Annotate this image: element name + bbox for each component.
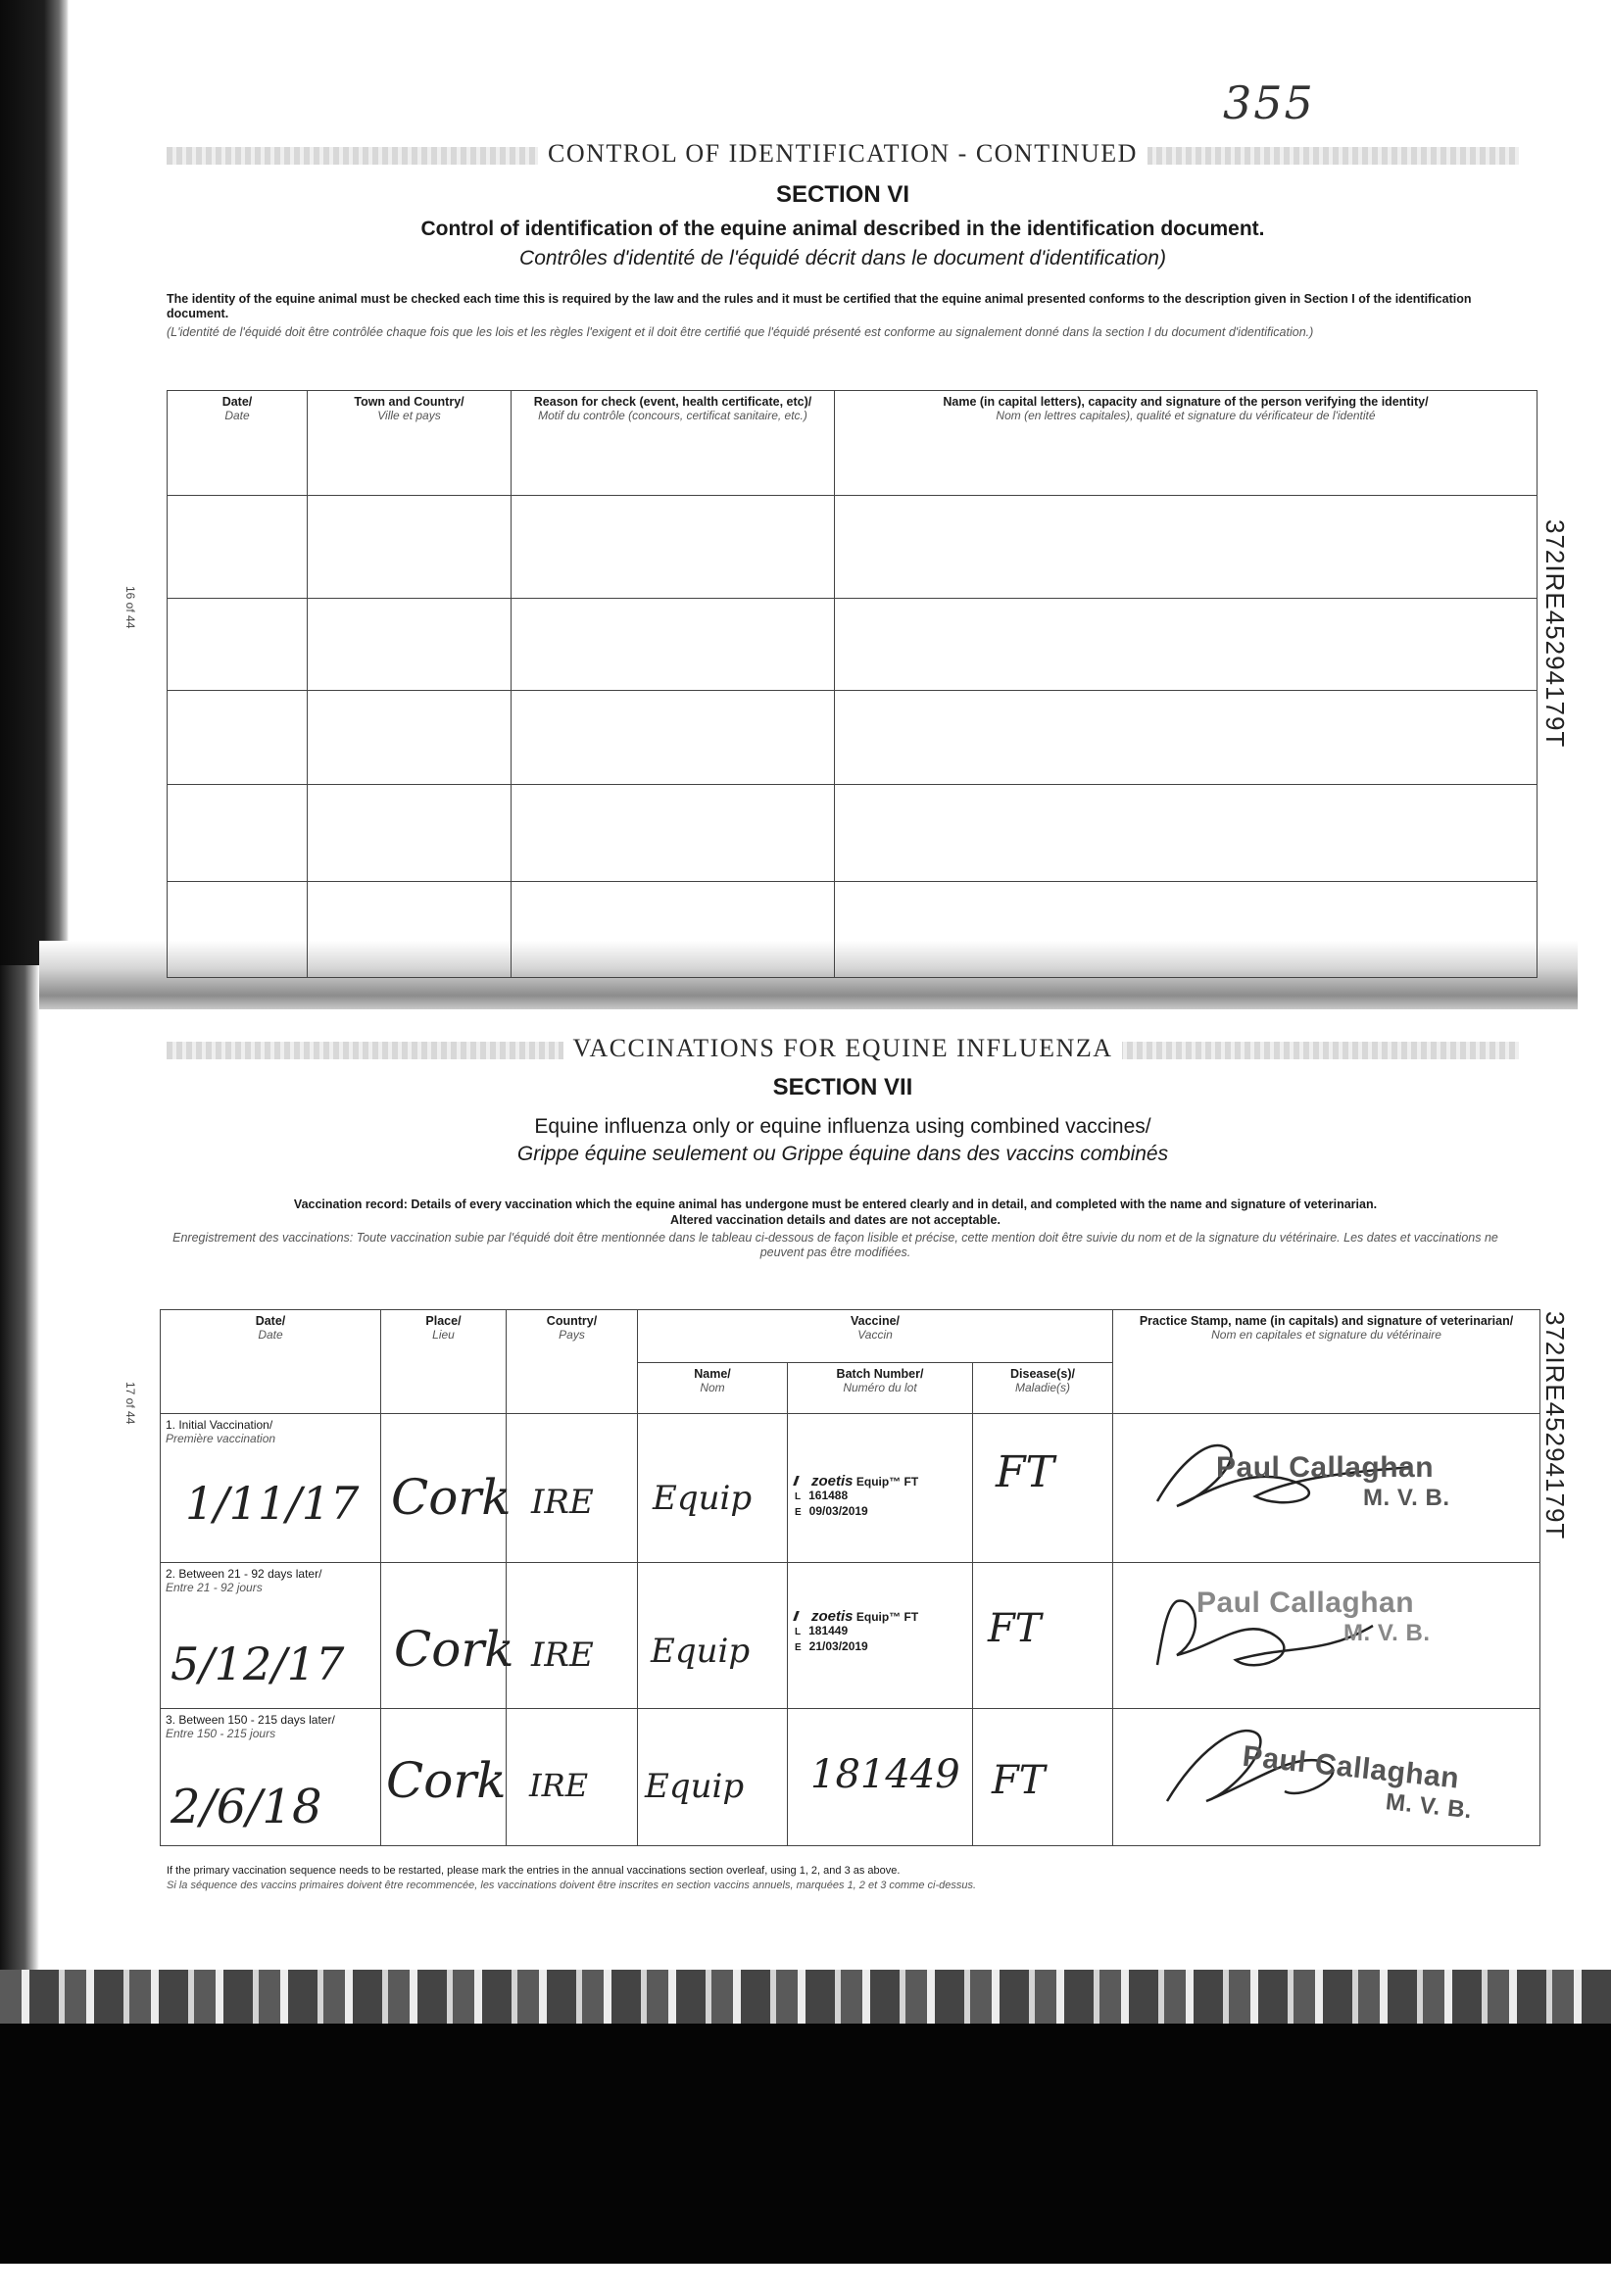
section7-label: SECTION VII [772, 1074, 913, 1100]
hw-vaccine-name: Equip [653, 1479, 753, 1519]
hw-disease: FT [988, 1606, 1042, 1652]
row-vet-cell [1113, 1414, 1540, 1563]
row-batch-cell [788, 1708, 973, 1845]
zoetis-logo-icon [793, 1611, 809, 1621]
hw-date: 2/6/18 [171, 1779, 322, 1834]
batch-sticker: zoetis Equip™ FT L 161488 E 09/03/2019 [795, 1473, 919, 1519]
row-batch-cell [788, 1414, 973, 1563]
binding-shadow-top [0, 0, 69, 965]
side-id-top: 372IRE45294179T [1540, 519, 1570, 749]
scanner-black-area [0, 2024, 1611, 2264]
row-disease-cell [973, 1708, 1113, 1845]
table-row [161, 1708, 1540, 1845]
section7-banner: VACCINATIONS FOR EQUINE INFLUENZA [167, 1034, 1519, 1063]
hw-date: 1/11/17 [185, 1477, 360, 1531]
table-row [168, 495, 1538, 598]
row-country-cell [507, 1563, 638, 1708]
page-label-16: 16 of 44 [123, 586, 137, 629]
header-date: Date/ Date [168, 391, 308, 496]
hw-country: IRE [531, 1483, 594, 1523]
hw-disease: FT [992, 1757, 1046, 1803]
header-town-country: Town and Country/ Ville et pays [308, 391, 512, 496]
hw-place: Cork [394, 1621, 514, 1679]
row-disease-cell [973, 1563, 1113, 1708]
section7-title-en: Equine influenza only or equine influenza using combined vaccines/ [534, 1115, 1151, 1138]
hw-disease: FT [996, 1447, 1054, 1498]
row-vaccine-name-cell [638, 1708, 788, 1845]
row-country-cell [507, 1708, 638, 1845]
table-header-row [161, 1310, 1540, 1363]
hw-vaccine-name: Equip [651, 1632, 751, 1672]
hw-vaccine-name: Equip [645, 1766, 745, 1806]
row-disease-cell [973, 1414, 1113, 1563]
hw-place: Cork [386, 1751, 507, 1809]
header-date: Date/ Date [161, 1310, 381, 1414]
table-row [168, 690, 1538, 784]
zoetis-logo-icon [793, 1476, 809, 1486]
row-place-cell [381, 1414, 512, 1563]
section7-note-en: Vaccination record: Details of every vaccination which the equine animal has undergone must be entered clearly and in detail, and completed with the name and signature of veterinarian. [293, 1197, 1378, 1211]
section6-title-fr: Contrôles d'identité de l'équidé décrit dans le document d'identification) [519, 247, 1166, 269]
header-vaccine-name: Name/ Nom [638, 1363, 788, 1414]
row-date-cell: 2. Between 21 - 92 days later/ Entre 21 - 92 jours 5/12/17 [161, 1563, 381, 1708]
row-country-cell [507, 1414, 638, 1563]
vet-stamp: Paul Callaghan M. V. B. [1241, 1739, 1474, 1825]
header-country: Country/ Pays [507, 1310, 638, 1414]
vaccination-table [160, 1309, 1540, 1846]
hw-batch: 181449 [810, 1751, 960, 1797]
section7-title-fr: Grippe équine seulement ou Grippe équine dans des vaccins combinés [516, 1143, 1169, 1165]
row-place-cell [381, 1708, 507, 1845]
table-row [161, 1414, 1540, 1563]
row-vaccine-name-cell [638, 1563, 788, 1708]
side-id-bottom: 372IRE45294179T [1540, 1311, 1570, 1540]
table-row [168, 598, 1538, 690]
identification-check-table [167, 390, 1538, 978]
row-batch-cell [788, 1563, 973, 1708]
binding-shadow-bottom [0, 965, 39, 1975]
table-row [168, 785, 1538, 881]
header-disease: Disease(s)/ Maladie(s) [973, 1363, 1113, 1414]
vet-stamp: Paul Callaghan M. V. B. [1196, 1587, 1431, 1647]
section6-banner: CONTROL OF IDENTIFICATION - CONTINUED [167, 139, 1519, 169]
footnote-fr: Si la séquence des vaccins primaires doivent être recommencée, les vaccinations doivent être inscrites en section vaccins annuels, marquées 1, 2 et 3 comme ci-dessus. [167, 1880, 977, 1891]
table-row [168, 881, 1538, 977]
section7-note-fr: Enregistrement des vaccinations: Toute vaccination subie par l'équidé doit être mentionnée dans le tableau ci-dessous de façon lisible et précise, cette mention doit être suivie du nom et de la signature du vétérinaire. Les dates et vaccinations ne peuvent pas être modifiées. [172, 1231, 1498, 1259]
row-place-cell [381, 1563, 514, 1708]
batch-sticker: zoetis Equip™ FT L 181449 E 21/03/2019 [795, 1608, 919, 1654]
page-label-17: 17 of 44 [123, 1382, 137, 1425]
hw-country: IRE [531, 1636, 594, 1676]
table-header-row [168, 391, 1538, 496]
handwritten-page-number: 355 [1223, 76, 1315, 129]
section6-label: SECTION VI [775, 181, 910, 208]
header-vaccine: Vaccine/ Vaccin [638, 1310, 1113, 1363]
header-stamp: Practice Stamp, name (in capitals) and signature of veterinarian/ Nom en capitales et signature du vétérinaire [1113, 1310, 1540, 1414]
section7-note-en2: Altered vaccination details and dates are not acceptable. [670, 1213, 1001, 1227]
row-date-cell: 3. Between 150 - 215 days later/ Entre 150 - 215 jours 2/6/18 [161, 1708, 381, 1845]
header-batch: Batch Number/ Numéro du lot [788, 1363, 973, 1414]
hw-country: IRE [529, 1766, 589, 1804]
header-place: Place/ Lieu [381, 1310, 507, 1414]
section6-note-en: The identity of the equine animal must be checked each time this is required by the law and the rules and it must be certified that the equine animal presented conforms to the description given in Section I of the identification document. [167, 292, 1472, 320]
row-date-cell: 1. Initial Vaccination/ Première vaccination 1/11/17 [161, 1414, 381, 1563]
hw-date: 5/12/17 [171, 1637, 345, 1691]
footnote-en: If the primary vaccination sequence needs to be restarted, please mark the entries in the annual vaccinations section overleaf, using 1, 2, and 3 as above. [167, 1865, 901, 1877]
table-row [161, 1563, 1540, 1708]
header-reason: Reason for check (event, health certificate, etc)/ Motif du contrôle (concours, certificat sanitaire, etc.) [512, 391, 835, 496]
vet-stamp: Paul Callaghan M. V. B. [1216, 1451, 1450, 1512]
section6-title-en: Control of identification of the equine animal described in the identification document. [420, 218, 1265, 240]
section6-note-fr: (L'identité de l'équidé doit être contrôlée chaque fois que les lois et les règles l'exigent et il doit être certifié que l'équidé présenté est conforme au signalement donné dans la section I du document d'identification.) [167, 325, 1314, 339]
row-vaccine-name-cell [638, 1414, 788, 1563]
row-vet-cell [1113, 1563, 1540, 1708]
hw-place: Cork [391, 1469, 512, 1527]
header-verifier: Name (in capital letters), capacity and signature of the person verifying the identity/ Nom (en lettres capitales), qualité et signature du vérificateur de l'identité [835, 391, 1538, 496]
row-vet-cell [1113, 1708, 1540, 1845]
